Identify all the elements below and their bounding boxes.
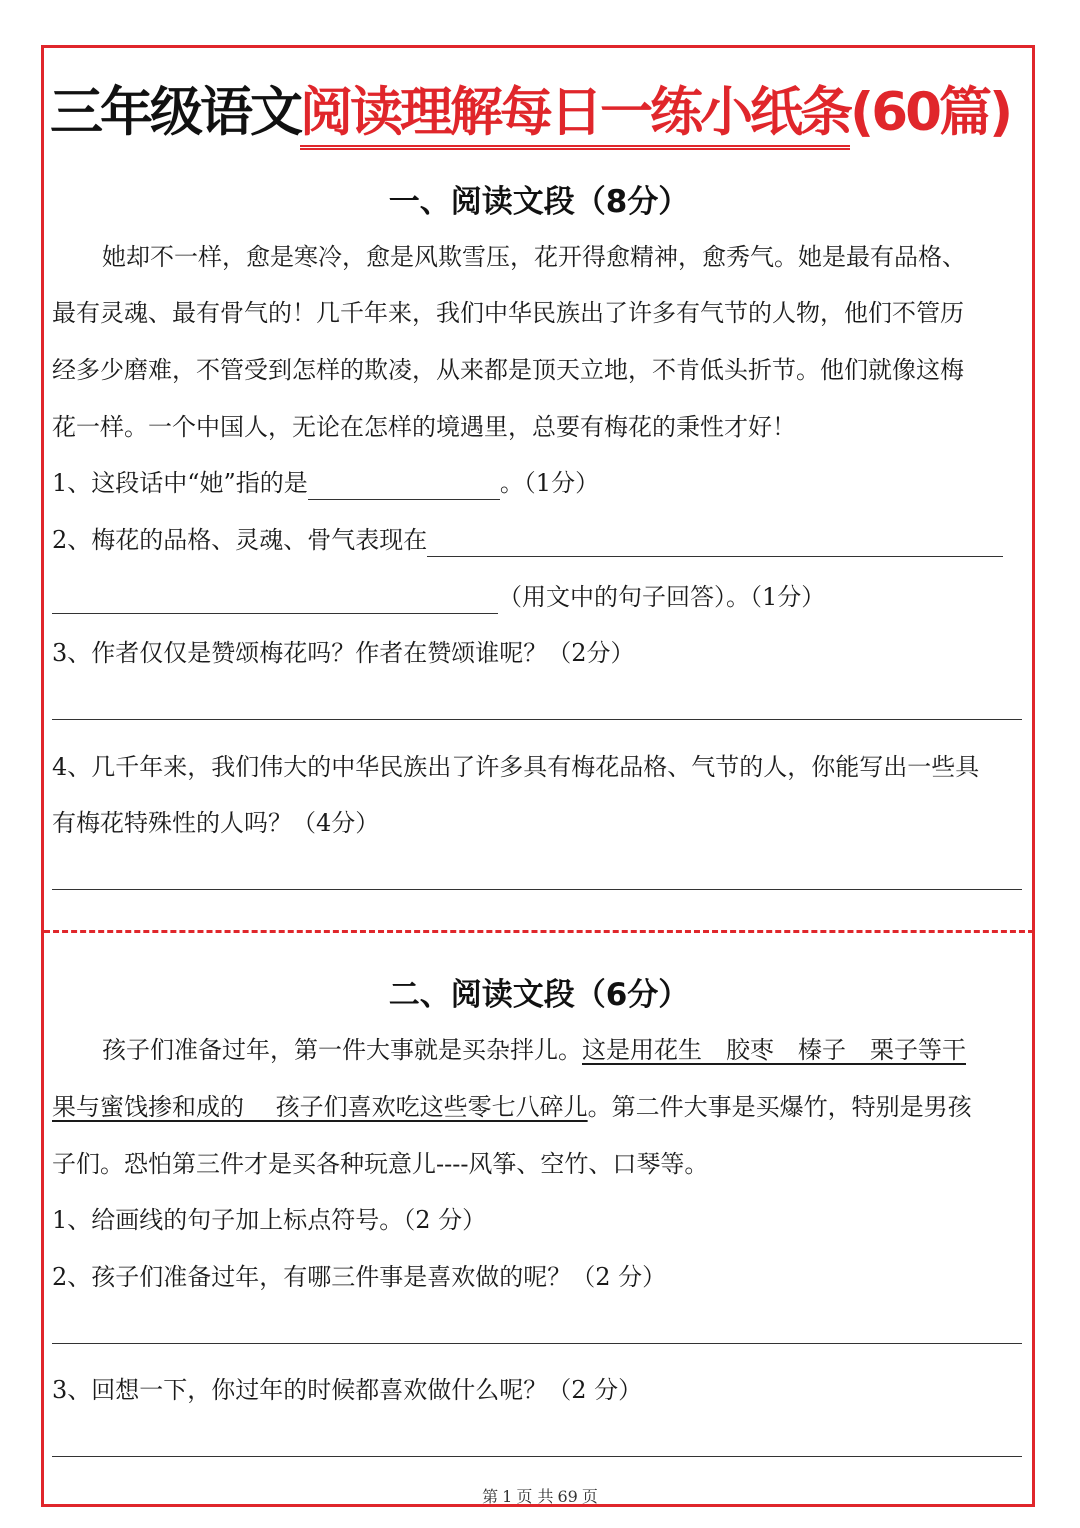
passage-text: 孩子们准备过年，第一件大事就是买杂拌儿。 [102, 1036, 582, 1064]
page-number: 1 [502, 1487, 513, 1506]
section1-question-2-cont [52, 580, 1032, 614]
question-score: （用文中的句子回答）。（1分） [498, 583, 826, 611]
section1-question-4: 4、几千年来，我们伟大的中华民族出了许多具有梅花品格、气节的人，你能写出一些具 [52, 753, 980, 781]
section1-passage-line: 花一样。一个中国人，无论在怎样的境遇里，总要有梅花的秉性才好！ [52, 413, 796, 441]
section1-heading: 一、阅读文段（8分） [388, 184, 690, 220]
underlined-sentence: 这是用花生 胶枣 榛子 栗子等干 [582, 1036, 966, 1064]
page-total: 69 [557, 1487, 578, 1506]
section1-question-1 [52, 466, 1032, 500]
section1-passage-line: 最有灵魂、最有骨气的！几千年来，我们中华民族出了许多有气节的人物，他们不管历 [52, 299, 964, 327]
section2-question-1: 1、给画线的句子加上标点符号。（2 分） [52, 1206, 487, 1234]
question-score: 。（1分） [499, 469, 600, 497]
section1-question-4-cont: 有梅花特殊性的人吗？（4分） [52, 809, 380, 837]
answer-line[interactable] [52, 1456, 1022, 1457]
section1-passage-line: 经多少磨难，不管受到怎样的欺凌，从来都是顶天立地，不肯低头折节。他们就像这梅 [52, 356, 964, 384]
answer-blank[interactable] [427, 532, 1003, 557]
section2-passage-line [52, 1090, 1032, 1124]
page-title [50, 78, 1035, 156]
section1-passage-line: 她却不一样，愈是寒冷，愈是风欺雪压，花开得愈精神，愈秀气。她是最有品格、 [102, 243, 966, 271]
section-divider [44, 930, 1034, 933]
section1-question-2 [52, 523, 1032, 557]
page-footer [0, 1484, 1080, 1507]
answer-line[interactable] [52, 889, 1022, 890]
question-text: 1、这段话中“她”指的是 [52, 469, 308, 497]
passage-text: 。第二件大事是买爆竹，特别是男孩 [587, 1093, 972, 1121]
answer-line[interactable] [52, 719, 1022, 720]
footer-text: 第 [482, 1487, 499, 1506]
section2-passage-line: 子们。恐怕第三件才是买各种玩意儿----风筝、空竹、口琴等。 [52, 1150, 709, 1178]
section2-heading: 二、阅读文段（6分） [388, 977, 690, 1013]
answer-blank[interactable] [308, 475, 500, 500]
question-text: 2、梅花的品格、灵魂、骨气表现在 [52, 526, 428, 554]
section2-question-3: 3、回想一下，你过年的时候都喜欢做什么呢？（2 分） [52, 1376, 643, 1404]
underlined-sentence: 果与蜜饯掺和成的 孩子们喜欢吃这些零七八碎儿 [52, 1093, 588, 1121]
title-count: (60篇) [850, 82, 1011, 143]
title-main: 阅读理解每日一练小纸条 [300, 82, 850, 150]
section2-passage-line [52, 1033, 1032, 1067]
answer-blank[interactable] [52, 589, 498, 614]
section1-question-3: 3、作者仅仅是赞颂梅花吗？作者在赞颂谁呢？（2分） [52, 639, 635, 667]
footer-text: 页 共 [516, 1487, 554, 1506]
section2-question-2: 2、孩子们准备过年，有哪三件事是喜欢做的呢？（2 分） [52, 1263, 667, 1291]
title-grade: 三年级语文 [50, 82, 300, 143]
answer-line[interactable] [52, 1343, 1022, 1344]
footer-text: 页 [581, 1487, 598, 1506]
